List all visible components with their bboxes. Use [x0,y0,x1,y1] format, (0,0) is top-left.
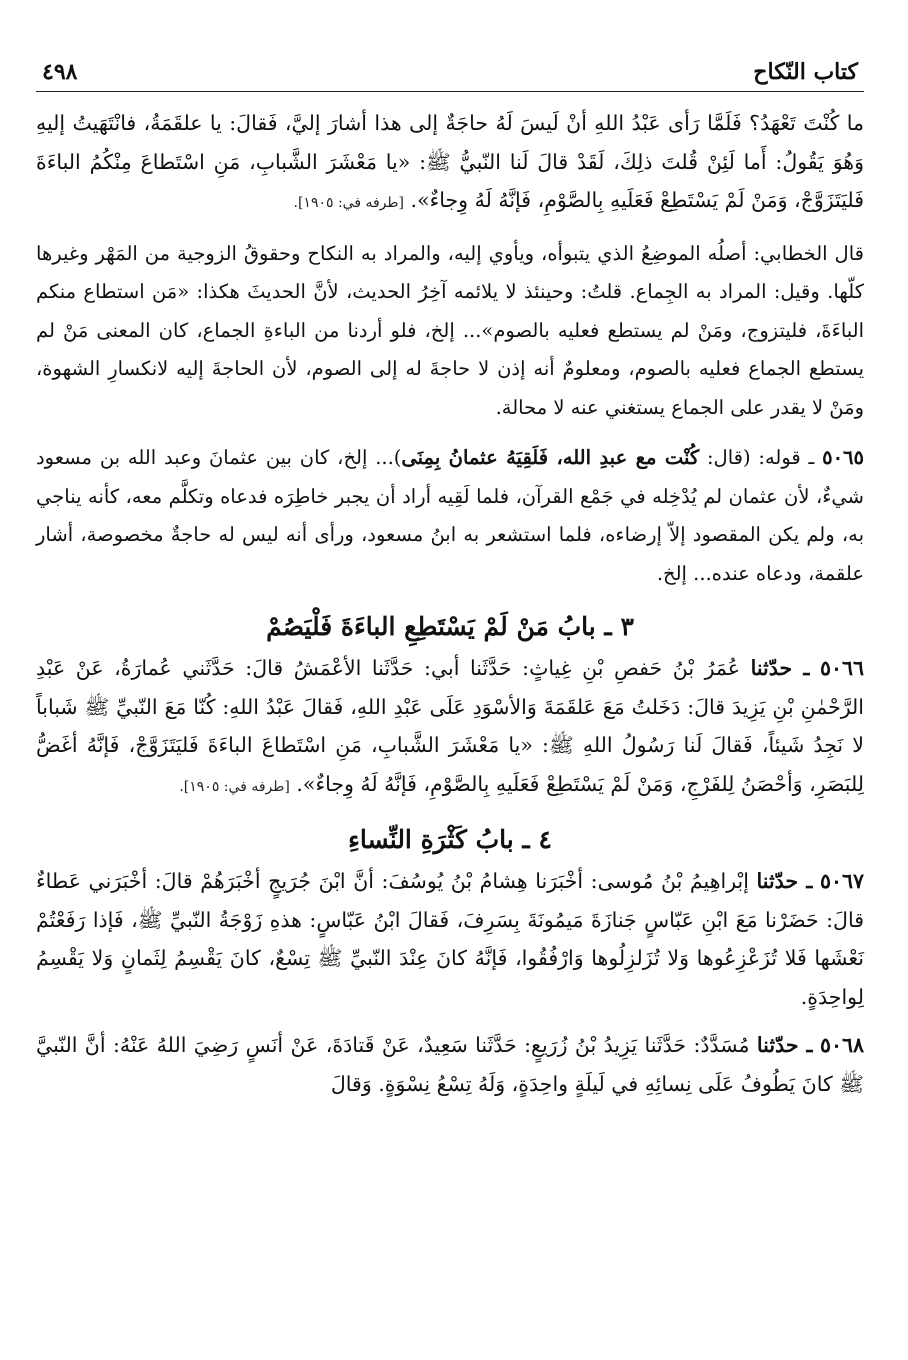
hadith-number: ٥٠٦٥ [822,446,864,469]
hadith-5066 [36,649,864,806]
hadith-lead: ـ حدّثنا [750,656,810,680]
hadith-text: ما كُنْتَ تَعْهَدُ؟ فَلَمَّا رَأى عَبْدُ اللهِ أنْ لَيسَ لَهُ حاجَةٌ إلى هذا أشارَ إليَّ، فَقالَ: يا علقَمَةُ، فانْتَهَيتُ إليهِ وَهُوَ يَقُولُ: أَما لَئِنْ قُلتَ ذلِكَ، لَقَدْ قالَ لَنا النّبيُّ ﷺ: «يا مَعْشَرَ الشَّبابِ، مَنِ اسْتَطاعَ مِنْكُمُ الباءَةَ فَليَتَزَوَّجْ، وَمَنْ لَمْ يَسْتَطِعْ فَعَلَيهِ بِالصَّوْمِ، فَإنَّهُ لَهُ وِجاءٌ». [36,111,864,212]
hadith-text: إبْراهِيمُ بْنُ مُوسى: أخْبَرَنا هِشامُ بْنُ يُوسُفَ: أنَّ ابْنَ جُرَيجٍ أخْبَرَهُمْ قالَ: أخْبَرَني عَطاءٌ قالَ: حَضَرْنا مَعَ ابْنِ عَبّاسٍ جَنازَةَ مَيمُونَةَ بِسَرِفَ، فَقالَ ابْنُ عَبّاسٍ: هذهِ زَوْجَةُ النّبيِّ ﷺ، فَإذا رَفَعْتُمْ نَعْشَها فَلا تُزَعْزِعُوها وَلا تُزَلزِلُوها وَارْفُقُوا، فَإنَّهُ كانَ عِنْدَ النّبيِّ ﷺ تِسْعٌ، كانَ يَقْسِمُ لِثَمانٍ وَلا يَقْسِمُ لِواحِدَةٍ. [36,869,864,1009]
commentary-text: قال الخطابي: أصلُه الموضِعُ الذي يتبوأه، ويأوي إليه، والمراد به النكاح وحقوقُ الزوجية من المَهْر وغيرها كلّها. وقيل: المراد به الجِماع. قلتُ: وحينئذ لا يلائمه آخِرُ الحديث، لأنَّ الحديثَ هكذا: «مَن استطاع منكم الباءَةَ، فليتزوج، ومَنْ لم يستطع فعليه بالصوم»... إلخ، فلو أردنا من الباءةِ الجماع، كان المعنى مَنْ لم يستطع الجماع فعليه بالصوم، ومعلومٌ أنه إذن لا حاجةَ له إلى الصوم، لأن الحاجةَ إليه لانكسارِ الشهوة، ومَنْ لا يقدر على الجماع يستغني عنه لا محالة. [36,241,864,419]
commentary-paragraph [36,235,864,428]
quoted-phrase: كُنْت مع عبدِ الله، فَلَقِيَهُ عثمانُ بِمِنَى [401,446,700,469]
page-content [36,104,864,1103]
chapter-heading: ٤ ـ بابُ كَثْرَةِ النِّساءِ [348,825,552,854]
hadith-text: مُسَدَّدٌ: حَدَّثَنا يَزِيدُ بْنُ زُرَيعٍ: حَدَّثَنا سَعِيدٌ، عَنْ قَتادَةَ، عَنْ أنَسٍ رَضِيَ اللهُ عَنْهُ: أنَّ النّبيَّ ﷺ كانَ يَطُوفُ عَلَى نِسائِهِ في لَيلَةٍ واحِدَةٍ، وَلَهُ تِسْعُ نِسْوَةٍ. وَقالَ [36,1033,864,1096]
hadith-number: ٥٠٦٦ [819,656,864,680]
hadith-number: ٥٠٦٨ [819,1033,864,1057]
cross-reference: [طرفه في: ١٩٠٥]. [179,778,290,795]
hadith-number: ٥٠٦٧ [819,869,864,893]
page-number: ٤٩٨ [42,59,78,85]
running-title: كتاب النّكاح [753,59,858,85]
commentary-text: )... إلخ، كان بين عثمانَ وعبد الله بن مسعود شيءٌ، لأن عثمان لم يُدْخِله في جَمْع القرآن، فلما لَقِيه أراد أن يجبر خاطِرَه فدعاه وتكلَّم معه، كأنه يناجي به، ولم يكن المقصود إلاّ إرضاءه، فلما استشعر به ابنُ مسعود، ورأى أنه ليس له حاجةٌ مخصوصة، أشار علقمة، ودعاه عنده... إلخ. [36,446,864,585]
cross-reference: [طرفه في: ١٩٠٥]. [293,195,405,211]
commentary-paragraph-5065 [36,439,864,593]
hadith-lead: ـ حدّثنا [756,1033,813,1057]
chapter-heading: ٣ ـ بابُ مَنْ لَمْ يَسْتَطِعِ الباءَةَ فَلْيَصُمْ [266,612,634,641]
hadith-continuation [36,104,864,223]
hadith-5068 [36,1026,864,1103]
hadith-text: عُمَرُ بْنُ حَفصِ بْنِ غِياثٍ: حَدَّثَنا أبي: حَدَّثَنا الأعْمَشُ قالَ: حَدَّثَني عُمارَةُ، عَنْ عَبْدِ الرَّحْمٰنِ بْنِ يَزِيدَ قالَ: دَخَلتُ مَعَ عَلقَمَةَ وَالأسْوَدِ عَلَى عَبْدِ اللهِ، فَقالَ عَبْدُ اللهِ: كُنّا مَعَ النّبيِّ ﷺ شَباباً لا نَجِدُ شَيئاً، فَقالَ لَنا رَسُولُ اللهِ ﷺ: «يا مَعْشَرَ الشَّبابِ، مَنِ اسْتَطاعَ الباءَةَ فَليَتَزَوَّجْ، فَإنَّهُ أغَضُّ لِلبَصَرِ، وَأحْصَنُ لِلفَرْجِ، وَمَنْ لَمْ يَسْتَطِعْ فَعَلَيهِ بِالصَّوْمِ، فَإنَّهُ لَهُ وِجاءٌ». [36,656,864,796]
hadith-lead: ـ حدّثنا [756,869,813,893]
hadith-5067 [36,862,864,1016]
commentary-lead: ـ قوله: (قال: [699,446,815,469]
running-header [36,52,864,92]
